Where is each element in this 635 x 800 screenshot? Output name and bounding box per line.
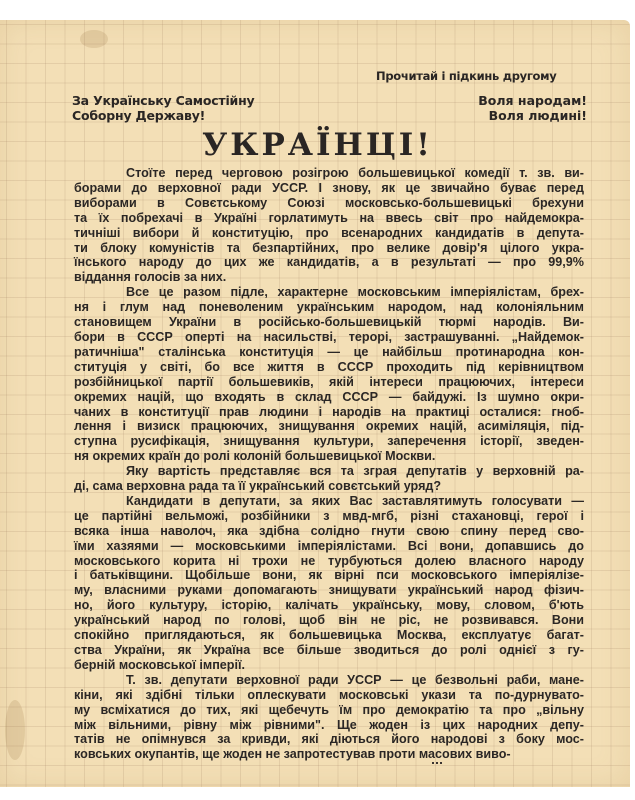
paragraph-line: му всміхатися до тих, які щебечуть їм про демократію та про „вільну — [74, 702, 584, 717]
paragraph-line: ді, сама верховна рада та її український совєтський уряд? — [74, 479, 442, 494]
slogan-left-line: Соборну Державу! — [72, 108, 206, 123]
paragraph-line: це партійні вельможі, розбійники з мвд-мгб, різні стахановці, герої і — [74, 508, 584, 523]
paragraph-line: ституція у світі, бо все життя в СССР проходить під керівництвом — [74, 359, 584, 374]
paragraph-line: розбійницької партії большевиків, якій інтереси працюючих, інтереси — [74, 374, 584, 389]
paragraph-line: лення і визиск працюючих, знищування окремих націй, асиміляція, під- — [74, 419, 584, 434]
paragraph-line: ступна русифікація, знищування культури, заперечення історії, зведен- — [74, 434, 584, 449]
paragraph-line: український народ по голові, щоб він не ріс, не розвивався. Вони — [74, 613, 584, 628]
slogan-left-line: За Українську Самостійну — [72, 93, 255, 108]
paragraph-line: і батьківщини. Щобільше вони, як вірні пси московського імперіялізе- — [74, 568, 584, 583]
slogan-right — [462, 93, 587, 123]
paragraph-line: татів не опімнувся за кривди, які діються його народові з боку мос- — [74, 732, 584, 747]
paragraph-line: між вільними, рівну між рівними". Ще жоден із цих народних депу- — [74, 717, 584, 732]
paragraph-line: му, власними руками допомагають знищувати український народ фізич- — [74, 583, 584, 598]
paragraph-line: становищем України в російсько-большевицькій тюрмі народів. Ви- — [74, 315, 584, 330]
paragraph-line: ня і глум над поневоленим українським народом, над колоніяльним — [74, 300, 584, 315]
paragraph-line: окремих націй, що входять в склад СССР — байдужі. Із шумно окри- — [74, 389, 584, 404]
paragraph-line: кіни, які здібні тільки оплескувати московські укази та по-дурнувато- — [74, 687, 584, 702]
paragraph-line: ти блоку комуністів та безпартійних, про велике довір'я цілого укра- — [74, 240, 584, 255]
top-note: Прочитай і підкинь другому — [376, 69, 557, 83]
paragraph-line: Кандидати в депутати, за яких Вас заставлятимуть голосувати — — [126, 493, 584, 508]
paragraph-line: віддання голосів за них. — [74, 270, 227, 285]
paragraph-line: їнського народу до цих же кандидатів, а в результаті — про 99,9% — [74, 255, 584, 270]
ink-mark — [432, 762, 442, 770]
slogan-left — [72, 93, 255, 123]
body-text — [74, 166, 584, 762]
paper-stain — [80, 30, 108, 48]
paragraph-line: борами до верховної ради УССР. І знову, як це звичайно буває перед — [74, 180, 584, 195]
paragraph-line: московського корита ні трохи не турбуються долею власного народу — [74, 553, 584, 568]
paragraph-line: ратичніша" сталінська конституція — це найбільш протинародна кон- — [74, 344, 584, 359]
paragraph-line: спокійно приглядаються, як большевицька Москва, експлуатує багат- — [74, 628, 584, 643]
paragraph-line: ковських окупантів, ще жоден не запротестував проти масових виво- — [74, 747, 511, 762]
paragraph-line: ства України, як Україна все більше зводиться до ролі однієї з гу- — [74, 643, 584, 657]
paragraph-line: виборами в Совєтському Союзі московсько-большевицькі брехуни — [74, 195, 584, 210]
paragraph-line: Все це разом підле, характерне московським імперіялістам, брех- — [126, 285, 584, 300]
slogan-right-line: Воля людині! — [488, 108, 587, 123]
paragraph-line: всяка інша наволоч, яка здібна солідно гнути свою спину перед сво- — [74, 523, 584, 538]
paragraph-line: но, його культуру, історію, калічать українську, мову, словом, б'ють — [74, 598, 584, 613]
paragraph-line: берній московської імперії. — [74, 657, 246, 672]
paragraph-line: Т. зв. депутати верховної ради УССР — це безвольні раби, мане- — [126, 672, 584, 687]
paragraph-line: тичніші вибори й конституцію, про всенародних кандидатів в депута- — [74, 225, 584, 240]
paragraph-line: Стоїте перед черговою розігрою большевицької комедії т. зв. ви- — [126, 166, 584, 180]
paragraph-line: Яку вартість представляє вся та зграя депутатів у верховній ра- — [126, 464, 584, 479]
paragraph-line: чаних в конституції прав людини і народів на практиці осталися: гноб- — [74, 404, 584, 419]
paragraph-line: їми хазяями — московськими імперіялістами. Всі вони, допавшись до — [74, 538, 584, 553]
paragraph-line: бори в СССР оперті на насильстві, терорі, застрашуванні. „Найдемок- — [74, 329, 584, 344]
paragraph-line: ня окремих країн до ролі колоній большевицької Москви. — [74, 449, 436, 464]
paper-stain — [5, 700, 25, 760]
slogan-right-line: Воля народам! — [478, 93, 587, 108]
headline: УКРАЇНЦІ! — [202, 127, 433, 163]
paragraph-line: та їх побрехачі в Україні горлатимуть на ввесь світ про найдемокра- — [74, 210, 584, 225]
